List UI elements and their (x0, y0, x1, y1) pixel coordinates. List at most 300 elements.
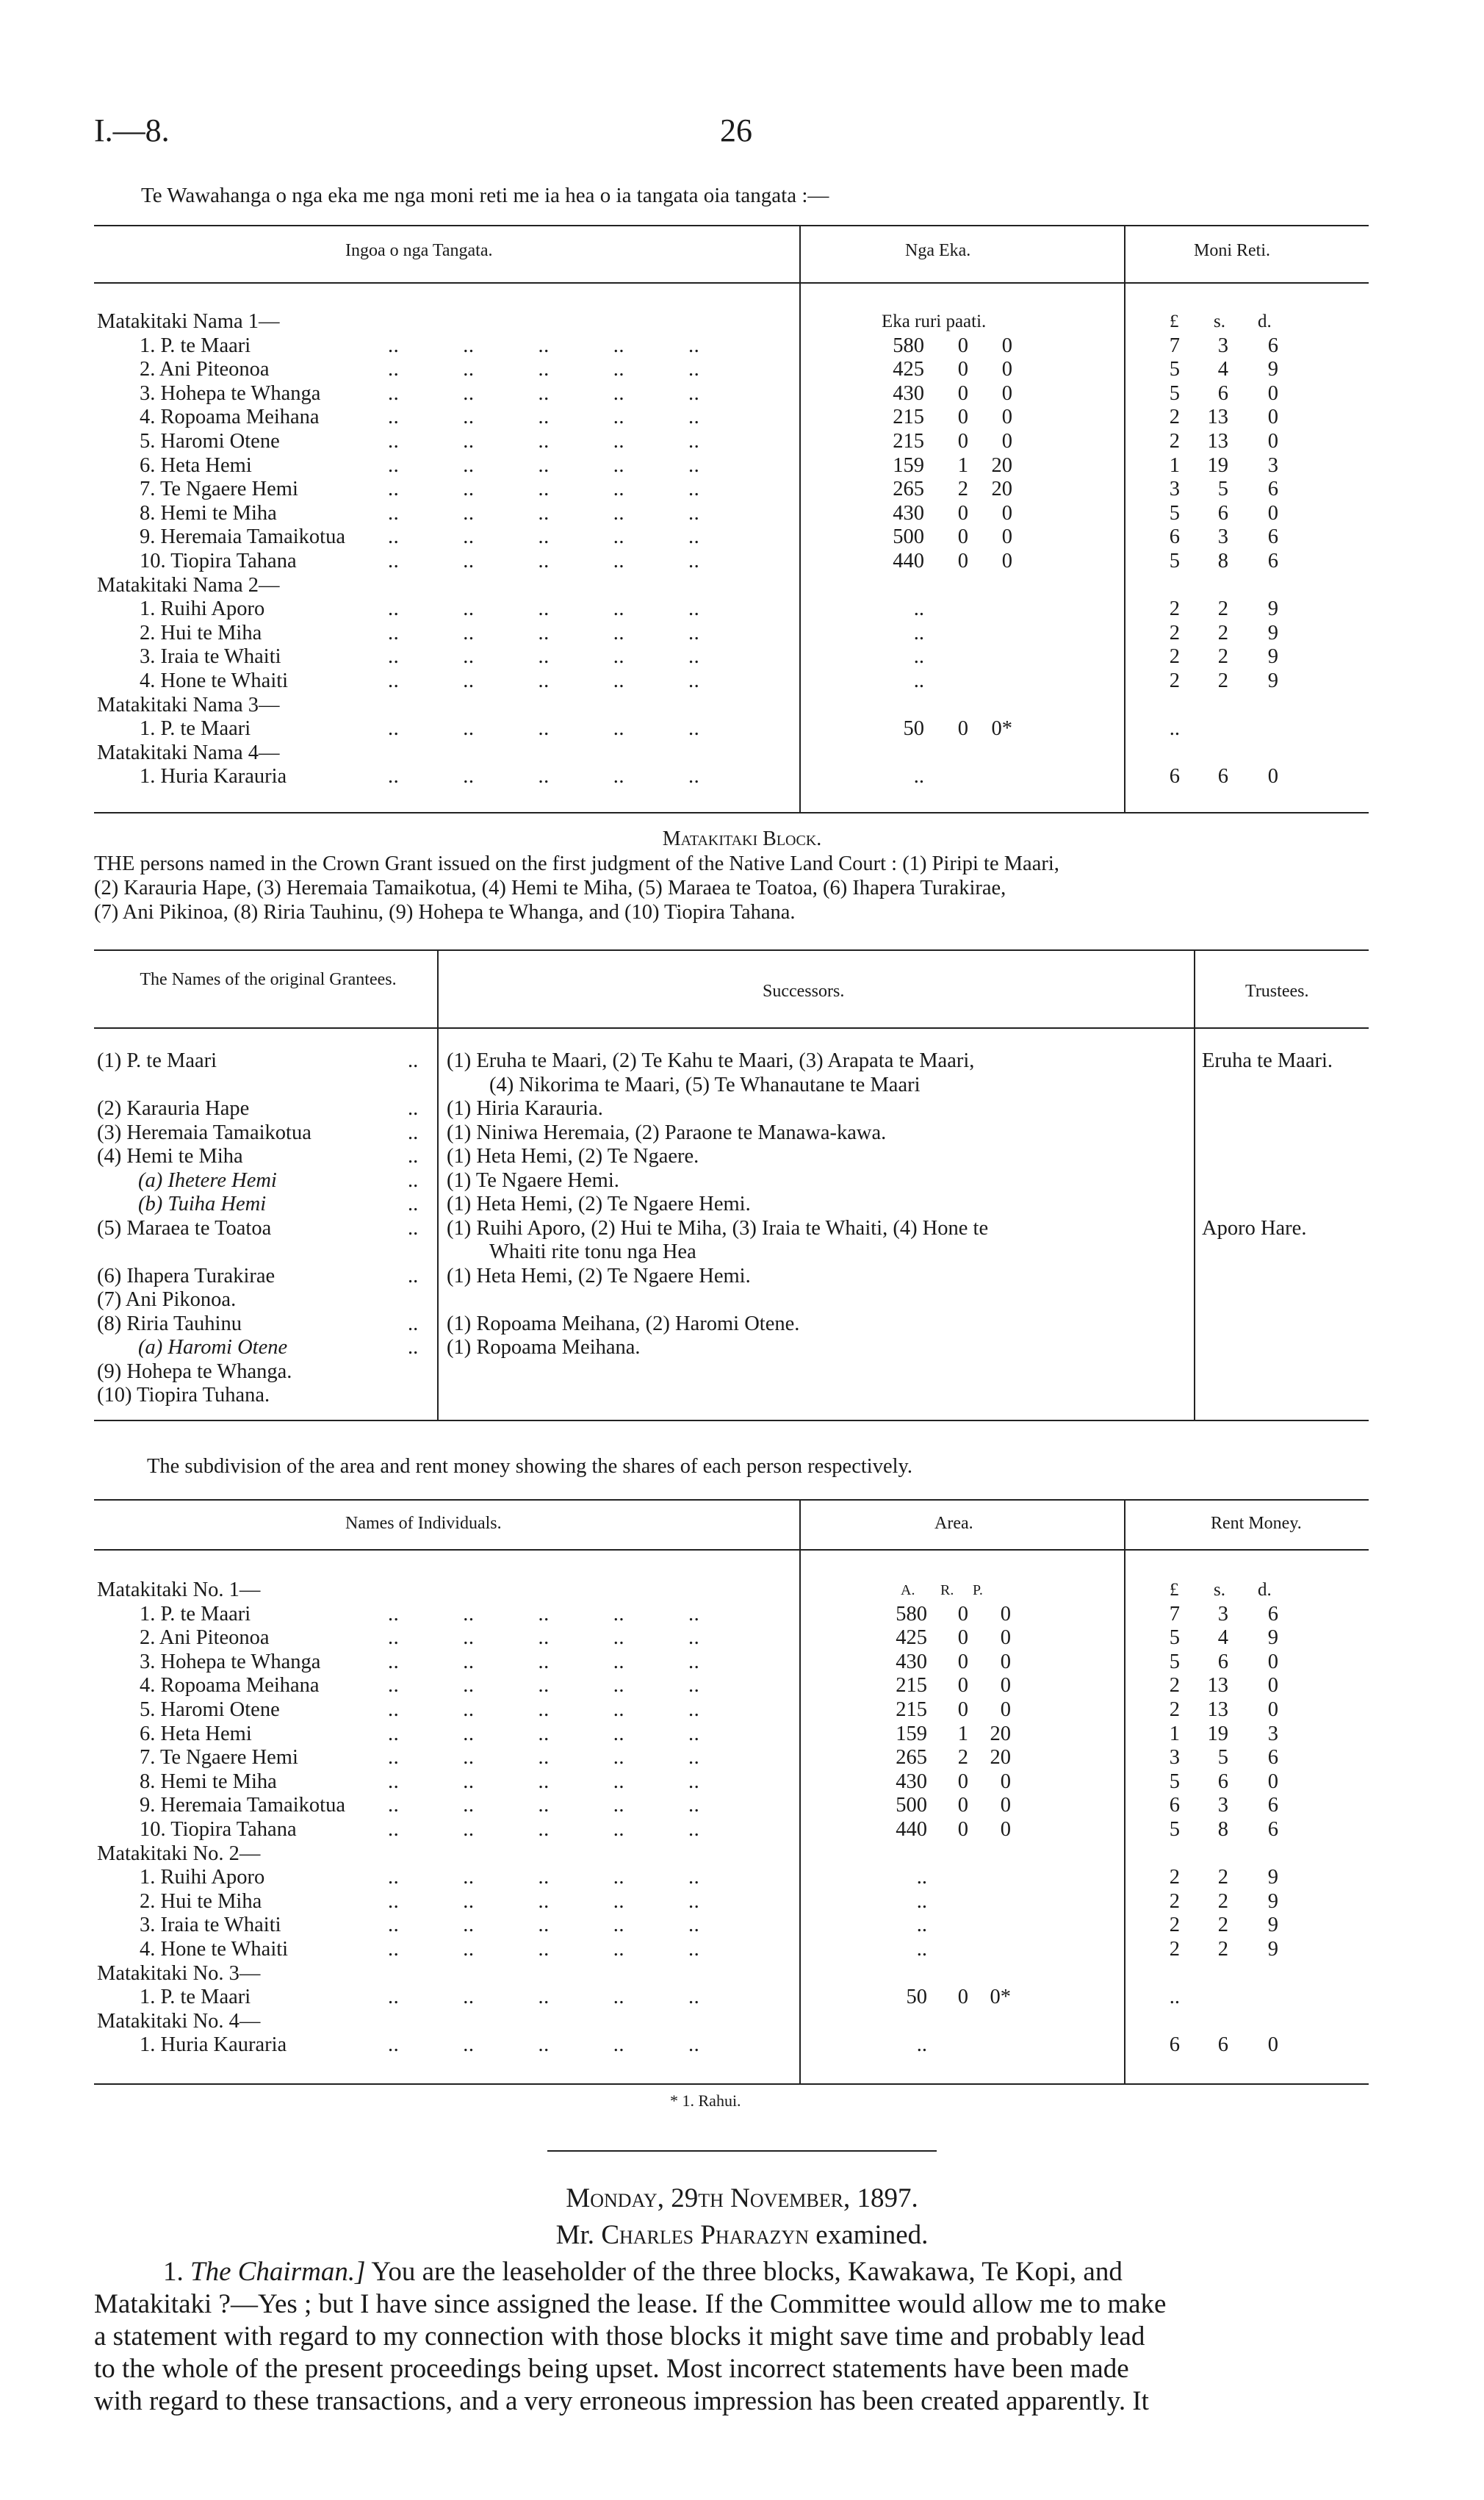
section-divider (547, 2150, 937, 2152)
rent-value: 2 (1169, 1866, 1180, 1889)
leader-dots: .. .. .. .. .. (388, 1602, 700, 1626)
person-name: 2. Ani Piteonoa (140, 1626, 270, 1650)
rent-value: 5 (1169, 1770, 1180, 1793)
area-value: 440 (896, 1818, 927, 1841)
area-value: 0 (1001, 501, 1012, 525)
area-value: 0 (957, 406, 968, 429)
rent-value: 6 (1217, 2033, 1228, 2057)
area-value: 215 (893, 430, 924, 453)
witness-prefix: Mr. (555, 2220, 595, 2250)
area-value: 0 (957, 1626, 968, 1650)
block-title: Matakitaki Block. (662, 827, 822, 850)
rent-value: 0 (1267, 501, 1278, 525)
table3-area-acres-unit: A. (901, 1582, 915, 1598)
rent-value: 0 (1267, 765, 1278, 789)
table1-money-pence-unit: d. (1258, 312, 1272, 331)
table1-header-rule (94, 282, 1369, 284)
person-name: 1. Ruihi Aporo (140, 597, 265, 621)
area-value: 265 (893, 478, 924, 501)
area-value: 159 (893, 453, 924, 477)
grantee-name: (2) Karauria Hape (97, 1097, 250, 1120)
area-value: 0* (991, 717, 1012, 741)
leader-dots: .. .. .. .. .. (388, 478, 700, 501)
grantee-name: (1) P. te Maari (97, 1049, 217, 1072)
leader-dots: .. .. .. .. .. (388, 381, 700, 405)
question-number: 1. (163, 2257, 184, 2287)
grantee-name: (7) Ani Pikonoa. (97, 1288, 237, 1311)
rent-value: 13 (1207, 406, 1228, 429)
table3-bottom-rule (94, 2083, 1369, 2085)
leader-dots: .. (408, 1216, 419, 1240)
rent-value: 2 (1217, 597, 1228, 621)
area-value: 430 (896, 1770, 927, 1793)
area-value: 0 (957, 1818, 968, 1841)
person-name: 2. Hui te Miha (140, 1889, 262, 1913)
rent-value: 6 (1267, 1818, 1278, 1841)
successor-text: (1) Te Ngaere Hemi. (447, 1168, 619, 1192)
table3-header-names: Names of Individuals. (345, 1514, 502, 1533)
rent-value: 2 (1169, 430, 1180, 453)
successor-text: (1) Ropoama Meihana, (2) Haromi Otene. (447, 1312, 800, 1335)
area-value: 0 (1000, 1626, 1011, 1650)
leader-dots: .. .. .. .. .. (388, 501, 700, 525)
leader-dots: .. .. .. .. .. (388, 2033, 700, 2057)
successor-text: (1) Ropoama Meihana. (447, 1336, 641, 1359)
table2-col-divider (437, 949, 439, 1420)
rent-value: 2 (1217, 669, 1228, 692)
rent-value: 2 (1217, 1914, 1228, 1937)
rent-value: 7 (1169, 1602, 1180, 1626)
area-value: 159 (896, 1722, 927, 1745)
rent-value: 9 (1267, 1866, 1278, 1889)
rent-value: 9 (1267, 597, 1278, 621)
area-value: 440 (893, 550, 924, 572)
area-value: 430 (893, 381, 924, 405)
leader-dots: .. .. .. .. .. (388, 1914, 700, 1937)
successor-text: (4) Nikorima te Maari, (5) Te Whanautane te Maari (489, 1073, 921, 1096)
rent-value: 2 (1169, 1938, 1180, 1961)
person-name: 1. Huria Kauraria (140, 2033, 287, 2057)
rent-value: 6 (1217, 1650, 1228, 1673)
leader-dots: .. .. .. .. .. (388, 406, 700, 429)
area-value: 0 (1000, 1698, 1011, 1721)
rent-value: 3 (1267, 1722, 1278, 1745)
person-name: 8. Hemi te Miha (140, 501, 277, 525)
section-label: Matakitaki Nama 2— (97, 573, 280, 597)
area-value: 0 (957, 1986, 968, 2009)
successor-text: (1) Ruihi Aporo, (2) Hui te Miha, (3) Iraia te Whaiti, (4) Hone te (447, 1216, 989, 1240)
rent-value: 9 (1267, 621, 1278, 644)
leader-dots: .. .. .. .. .. (388, 1938, 700, 1961)
person-name: 1. Ruihi Aporo (140, 1866, 265, 1889)
rent-value: 3 (1267, 453, 1278, 477)
grantee-name: (a) Haromi Otene (138, 1336, 288, 1359)
area-value: 0 (1000, 1674, 1011, 1698)
rent-value: 13 (1207, 1674, 1228, 1698)
table1-header-area: Nga Eka. (905, 241, 971, 260)
rent-value: 3 (1217, 525, 1228, 549)
rent-value: 0 (1267, 406, 1278, 429)
area-value: 430 (893, 501, 924, 525)
area-value: .. (916, 2033, 927, 2057)
rent-value: 5 (1169, 1626, 1180, 1650)
table3-header-money: Rent Money. (1211, 1514, 1302, 1533)
area-value: .. (913, 621, 924, 644)
area-value: 0 (1001, 334, 1012, 357)
hearing-date-text: Monday, 29th November, 1897. (566, 2183, 918, 2213)
section-label: Matakitaki No. 4— (97, 2009, 261, 2033)
person-name: 3. Hohepa te Whanga (140, 1650, 321, 1673)
area-value: 0 (957, 1698, 968, 1721)
grantee-name: (8) Riria Tauhinu (97, 1312, 242, 1335)
grantee-name: (9) Hohepa te Whanga. (97, 1359, 292, 1383)
leader-dots: .. .. .. .. .. (388, 1650, 700, 1673)
leader-dots: .. .. .. .. .. (388, 1746, 700, 1770)
leader-dots: .. .. .. .. .. (388, 430, 700, 453)
grantee-name: (10) Tiopira Tuhana. (97, 1384, 270, 1407)
area-value: 215 (896, 1698, 927, 1721)
footnote: * 1. Rahui. (670, 2091, 741, 2110)
hearing-date (0, 2181, 1484, 2216)
table1-intro: Te Wawahanga o nga eka me nga moni reti me ia hea o ia tangata oia tangata :— (141, 184, 829, 207)
rent-value: 6 (1267, 525, 1278, 549)
rent-value: 5 (1217, 478, 1228, 501)
leader-dots: .. .. .. .. .. (388, 1986, 700, 2009)
person-name: 2. Hui te Miha (140, 621, 262, 644)
person-name: 3. Iraia te Whaiti (140, 1914, 281, 1937)
section-label: Matakitaki Nama 3— (97, 693, 280, 716)
leader-dots: .. .. .. .. .. (388, 645, 700, 669)
rent-value: 9 (1267, 1889, 1278, 1913)
table1-money-pound-unit: £ (1170, 312, 1179, 331)
leader-dots: .. (408, 1168, 419, 1192)
trustee-name: Eruha te Maari. (1202, 1049, 1333, 1072)
leader-dots: .. .. .. .. .. (388, 525, 700, 549)
table1-col-divider (799, 225, 801, 813)
person-name: 5. Haromi Otene (140, 1698, 280, 1721)
witness-name: Charles Pharazyn (601, 2220, 810, 2250)
area-value: 0 (1001, 381, 1012, 405)
grantee-name: (b) Tuiha Hemi (138, 1193, 267, 1215)
table2-header-grantees: The Names of the original Grantees. (140, 970, 397, 989)
rent-value: 0 (1267, 1674, 1278, 1698)
leader-dots: .. .. .. .. .. (388, 621, 700, 644)
area-value: 1 (957, 1722, 968, 1745)
rent-value: 2 (1169, 1914, 1180, 1937)
area-value: 0 (1000, 1818, 1011, 1841)
person-name: 1. P. te Maari (140, 1602, 251, 1626)
question-1-line (163, 2255, 1123, 2290)
person-name: 4. Hone te Whaiti (140, 1938, 289, 1961)
rent-value: 8 (1217, 550, 1228, 572)
rent-value: 6 (1267, 1602, 1278, 1626)
area-value: 0 (957, 550, 968, 572)
area-value: 0 (957, 430, 968, 453)
person-name: 7. Te Ngaere Hemi (140, 1746, 298, 1770)
successor-text: (1) Eruha te Maari, (2) Te Kahu te Maari, (3) Arapata te Maari, (447, 1049, 975, 1072)
rent-value: 6 (1267, 478, 1278, 501)
rent-value: 3 (1217, 1794, 1228, 1817)
testimony-line: a statement with regard to my connection with those blocks it might save time and probably lead (94, 2321, 1145, 2352)
leader-dots: .. .. .. .. .. (388, 1698, 700, 1721)
table1-top-rule (94, 225, 1369, 226)
area-value: 20 (991, 478, 1012, 501)
area-value: 0 (957, 1674, 968, 1698)
leader-dots: .. .. .. .. .. (388, 669, 700, 692)
successor-text: (1) Heta Hemi, (2) Te Ngaere Hemi. (447, 1264, 751, 1287)
area-value: 20 (990, 1746, 1011, 1770)
successor-text: (1) Niniwa Heremaia, (2) Paraone te Manawa-kawa. (447, 1121, 887, 1144)
area-value: 50 (906, 1986, 927, 2009)
testimony-line: to the whole of the present proceedings being upset. Most incorrect statements have been made (94, 2354, 1129, 2384)
successor-text: (1) Heta Hemi, (2) Te Ngaere. (447, 1145, 699, 1168)
rent-value: 2 (1169, 1674, 1180, 1698)
area-value: 20 (990, 1722, 1011, 1745)
rent-value: 8 (1217, 1818, 1228, 1841)
person-name: 9. Heremaia Tamaikotua (140, 1794, 345, 1817)
rent-value: 9 (1267, 1626, 1278, 1650)
rent-value: 2 (1169, 597, 1180, 621)
area-value: 0 (1001, 406, 1012, 429)
rent-value: 2 (1217, 1889, 1228, 1913)
area-value: 430 (896, 1650, 927, 1673)
rent-value: 2 (1217, 621, 1228, 644)
person-name: 2. Ani Piteonoa (140, 358, 270, 381)
rent-value: 13 (1207, 430, 1228, 453)
area-value: 0 (1000, 1650, 1011, 1673)
leader-dots: .. .. .. .. .. (388, 334, 700, 357)
leader-dots: .. (408, 1049, 419, 1072)
area-value: 0 (957, 381, 968, 405)
person-name: 5. Haromi Otene (140, 430, 280, 453)
area-value: 0 (957, 358, 968, 381)
leader-dots: .. .. .. .. .. (388, 1889, 700, 1913)
rent-value: 6 (1217, 765, 1228, 789)
area-value: 0 (1000, 1602, 1011, 1626)
section-label: Matakitaki No. 1— (97, 1578, 261, 1601)
question-speaker: The Chairman.] (190, 2257, 366, 2287)
area-value: 0* (990, 1986, 1011, 2009)
rent-value: 1 (1169, 1722, 1180, 1745)
table3-area-perches-unit: P. (973, 1582, 983, 1598)
rent-value: 5 (1169, 501, 1180, 525)
person-name: 10. Tiopira Tahana (140, 550, 297, 572)
table3-money-pence-unit: d. (1258, 1580, 1272, 1600)
table3-col-divider (799, 1499, 801, 2083)
rent-value: 5 (1217, 1746, 1228, 1770)
area-value: 0 (957, 1770, 968, 1793)
person-name: 1. P. te Maari (140, 1986, 251, 2009)
rent-value: .. (1169, 717, 1180, 741)
rent-value: 9 (1267, 1914, 1278, 1937)
rent-value: 0 (1267, 1650, 1278, 1673)
table3-area-roods-unit: R. (940, 1582, 954, 1598)
rent-value: 9 (1267, 1938, 1278, 1961)
leader-dots: .. .. .. .. .. (388, 1794, 700, 1817)
area-value: 425 (896, 1626, 927, 1650)
table3-top-rule (94, 1499, 1369, 1501)
area-value: .. (913, 645, 924, 669)
rent-value: 2 (1169, 621, 1180, 644)
person-name: 3. Hohepa te Whanga (140, 381, 321, 405)
rent-value: 7 (1169, 334, 1180, 357)
rent-value: 2 (1169, 1698, 1180, 1721)
area-value: 0 (957, 1650, 968, 1673)
rent-value: 5 (1169, 381, 1180, 405)
rent-value: 9 (1267, 669, 1278, 692)
rent-value: 6 (1267, 334, 1278, 357)
testimony-line: You are the leaseholder of the three blocks, Kawakawa, Te Kopi, and (371, 2257, 1123, 2287)
rent-value: 19 (1207, 453, 1228, 477)
leader-dots: .. .. .. .. .. (388, 550, 700, 572)
rent-value: 4 (1217, 1626, 1228, 1650)
rent-value: 2 (1169, 645, 1180, 669)
rent-value: 0 (1267, 2033, 1278, 2057)
document-reference: I.—8. (94, 112, 170, 148)
grantee-name: (5) Maraea te Toatoa (97, 1216, 272, 1240)
person-name: 8. Hemi te Miha (140, 1770, 277, 1793)
rent-value: 0 (1267, 1770, 1278, 1793)
area-value: 2 (957, 1746, 968, 1770)
table3-header-area: Area. (934, 1514, 973, 1533)
table1-bottom-rule (94, 812, 1369, 813)
leader-dots: .. .. .. .. .. (388, 1674, 700, 1698)
area-value: 215 (896, 1674, 927, 1698)
area-value: 1 (957, 453, 968, 477)
area-value: 0 (957, 334, 968, 357)
rent-value: 2 (1217, 1866, 1228, 1889)
person-name: 4. Ropoama Meihana (140, 406, 320, 429)
grantee-name: (4) Hemi te Miha (97, 1145, 243, 1168)
table2-header-successors: Successors. (763, 982, 845, 1001)
leader-dots: .. (408, 1145, 419, 1168)
person-name: 7. Te Ngaere Hemi (140, 478, 298, 501)
person-name: 6. Heta Hemi (140, 453, 252, 477)
person-name: 4. Hone te Whaiti (140, 669, 289, 692)
leader-dots: .. .. .. .. .. (388, 1626, 700, 1650)
rent-value: .. (1169, 1986, 1180, 2009)
table1-area-units: Eka ruri paati. (882, 312, 987, 331)
rent-value: 2 (1169, 1889, 1180, 1913)
table1-col-divider (1124, 225, 1125, 813)
rent-value: 6 (1169, 765, 1180, 789)
rent-value: 6 (1169, 2033, 1180, 2057)
rent-value: 2 (1217, 1938, 1228, 1961)
table1-header-names: Ingoa o nga Tangata. (345, 241, 493, 260)
area-value: 0 (1000, 1770, 1011, 1793)
rent-value: 5 (1169, 358, 1180, 381)
area-value: 20 (991, 453, 1012, 477)
grantee-name: (6) Ihapera Turakirae (97, 1264, 275, 1287)
rent-value: 6 (1217, 381, 1228, 405)
rent-value: 9 (1267, 645, 1278, 669)
table3-money-pound-unit: £ (1170, 1580, 1179, 1600)
rent-value: 6 (1169, 1794, 1180, 1817)
person-name: 3. Iraia te Whaiti (140, 645, 281, 669)
leader-dots: .. .. .. .. .. (388, 1818, 700, 1841)
testimony-line: Matakitaki ?—Yes ; but I have since assigned the lease. If the Committee would allow me to make (94, 2289, 1167, 2319)
area-value: 0 (957, 525, 968, 549)
page-number: 26 (720, 112, 752, 148)
rent-value: 9 (1267, 358, 1278, 381)
table2-bottom-rule (94, 1420, 1369, 1421)
successor-text: (1) Hiria Karauria. (447, 1097, 603, 1120)
leader-dots: .. (408, 1264, 419, 1287)
leader-dots: .. .. .. .. .. (388, 597, 700, 621)
rent-value: 6 (1267, 550, 1278, 572)
grantee-name: (a) Ihetere Hemi (138, 1168, 277, 1192)
rent-value: 3 (1169, 478, 1180, 501)
area-value: .. (916, 1914, 927, 1937)
table3-header-rule (94, 1549, 1369, 1551)
table1-header-money: Moni Reti. (1194, 241, 1271, 260)
successor-text: (1) Heta Hemi, (2) Te Ngaere Hemi. (447, 1193, 751, 1215)
leader-dots: .. (408, 1097, 419, 1120)
area-value: 0 (957, 717, 968, 741)
table2-col-divider (1194, 949, 1195, 1420)
area-value: .. (913, 597, 924, 621)
block-paragraph-line: THE persons named in the Crown Grant issued on the first judgment of the Native Land Court : (1) Piripi te Maari, (94, 852, 1059, 875)
rent-value: 13 (1207, 1698, 1228, 1721)
section-label: Matakitaki Nama 1— (97, 310, 280, 333)
person-name: 10. Tiopira Tahana (140, 1818, 297, 1841)
leader-dots: .. .. .. .. .. (388, 1866, 700, 1889)
area-value: 500 (893, 525, 924, 549)
leader-dots: .. (408, 1193, 419, 1215)
area-value: 265 (896, 1746, 927, 1770)
table2-header-trustees: Trustees. (1245, 982, 1309, 1001)
person-name: 6. Heta Hemi (140, 1722, 252, 1745)
area-value: 580 (893, 334, 924, 357)
leader-dots: .. (408, 1336, 419, 1359)
area-value: .. (913, 669, 924, 692)
rent-value: 3 (1169, 1746, 1180, 1770)
area-value: 500 (896, 1794, 927, 1817)
rent-value: 5 (1169, 1818, 1180, 1841)
area-value: 0 (1001, 550, 1012, 572)
leader-dots: .. .. .. .. .. (388, 765, 700, 789)
section-label: Matakitaki Nama 4— (97, 741, 280, 764)
rent-value: 0 (1267, 430, 1278, 453)
person-name: 1. Huria Karauria (140, 765, 287, 789)
person-name: 1. P. te Maari (140, 717, 251, 741)
rent-value: 6 (1217, 501, 1228, 525)
rent-value: 6 (1217, 1770, 1228, 1793)
block-paragraph-line: (2) Karauria Hape, (3) Heremaia Tamaikotua, (4) Hemi te Miha, (5) Maraea te Toatoa, (6) Ihapera Turakirae, (94, 877, 1006, 899)
table3-money-shilling-unit: s. (1214, 1580, 1225, 1600)
testimony-line: with regard to these transactions, and a very erroneous impression has been created apparently. It (94, 2386, 1149, 2416)
grantee-name: (3) Heremaia Tamaikotua (97, 1121, 311, 1144)
leader-dots: .. .. .. .. .. (388, 717, 700, 741)
leader-dots: .. (408, 1121, 419, 1144)
area-value: 50 (903, 717, 924, 741)
area-value: 0 (1000, 1794, 1011, 1817)
rent-value: 3 (1217, 334, 1228, 357)
rent-value: 6 (1267, 1746, 1278, 1770)
area-value: 0 (1001, 430, 1012, 453)
table3-col-divider (1124, 1499, 1125, 2083)
rent-value: 3 (1217, 1602, 1228, 1626)
person-name: 4. Ropoama Meihana (140, 1674, 320, 1698)
leader-dots: .. .. .. .. .. (388, 358, 700, 381)
area-value: 215 (893, 406, 924, 429)
witness-suffix: examined. (815, 2220, 929, 2250)
rent-value: 19 (1207, 1722, 1228, 1745)
area-value: 580 (896, 1602, 927, 1626)
rent-value: 4 (1217, 358, 1228, 381)
table2-header-rule (94, 1027, 1369, 1029)
person-name: 9. Heremaia Tamaikotua (140, 525, 345, 549)
